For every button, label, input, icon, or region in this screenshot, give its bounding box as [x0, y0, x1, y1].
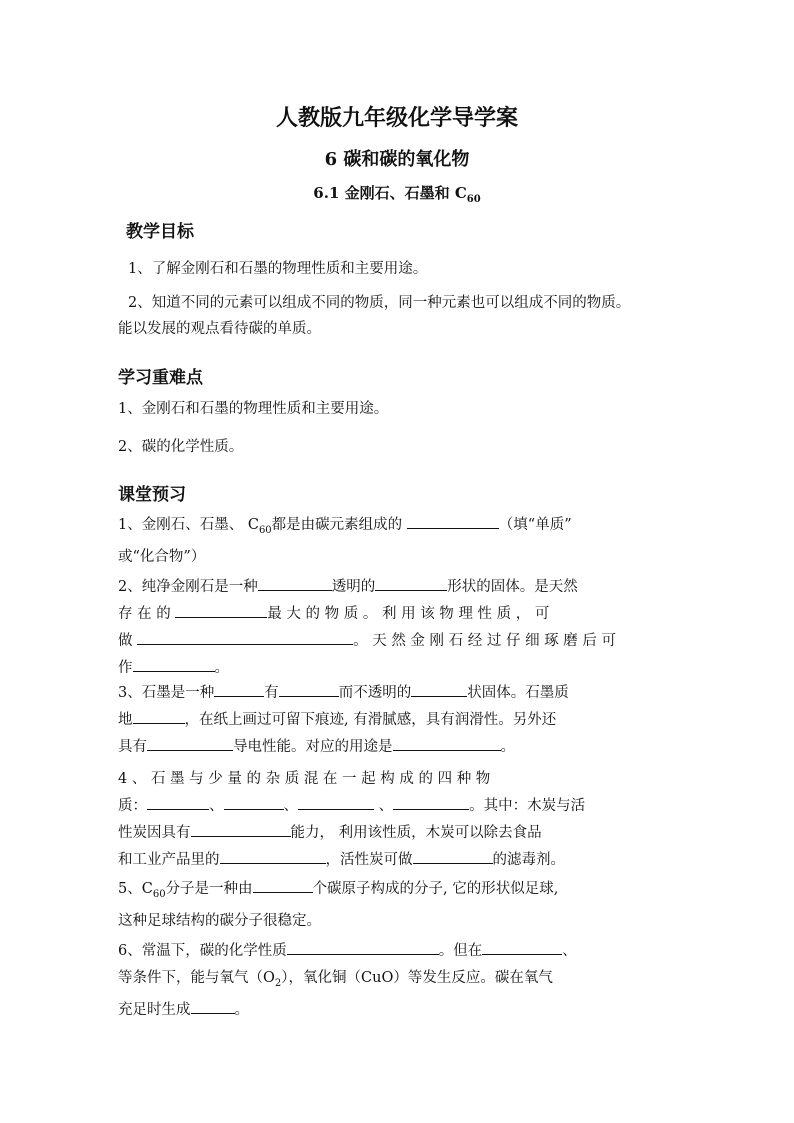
question-2-line-4 — [118, 655, 678, 682]
q1-text-a: 1、金刚石、石墨、 C — [118, 517, 259, 533]
q6-blank-3[interactable] — [191, 997, 235, 1014]
q4-text-3b: 能力， 利用该性质，木炭可以除去食品 — [290, 825, 542, 841]
question-4-line-4 — [118, 847, 678, 874]
q2-blank-2[interactable] — [375, 574, 447, 591]
q3-text-1d: 状固体。石墨质 — [467, 685, 569, 701]
goal-item-2: 2、知道不同的元素可以组成不同的物质，同一种元素也可以组成不同的物质。 — [128, 295, 631, 311]
question-6-line-1 — [118, 938, 678, 965]
q6-text-3a: 充足时生成 — [118, 1001, 191, 1018]
q4-text-2d: 、 — [374, 798, 394, 814]
question-3-line-2 — [118, 707, 678, 734]
question-3-line-3 — [118, 734, 678, 761]
q3-text-2b: ，在纸上画过可留下痕迹, 有滑腻感，具有润滑性。另外还 — [184, 712, 557, 728]
question-2-line-2 — [118, 601, 678, 628]
section-title — [0, 182, 794, 205]
q4-blank-2[interactable] — [224, 793, 284, 810]
q3-blank-5[interactable] — [147, 734, 233, 751]
q2-blank-5[interactable] — [133, 655, 215, 672]
q6-blank-2[interactable] — [482, 938, 562, 955]
q6-subscript: 2 — [274, 977, 282, 989]
section-title-text: 6.1 金刚石、石墨和 C — [313, 184, 467, 202]
q3-text-3c: 。 — [500, 739, 515, 755]
q4-blank-5[interactable] — [191, 820, 291, 837]
q3-text-2a: 地 — [118, 712, 133, 728]
q6-text-1b: 。但在 — [438, 943, 483, 959]
q4-blank-4[interactable] — [393, 793, 469, 810]
q4-blank-3[interactable] — [298, 793, 374, 810]
q3-blank-1[interactable] — [214, 680, 264, 697]
q3-blank-2[interactable] — [279, 680, 339, 697]
q4-blank-6[interactable] — [220, 847, 326, 864]
question-2-line-1 — [118, 574, 678, 601]
q2-text-4a: 作 — [118, 660, 133, 676]
goal-item-1: 1、了解金刚石和石墨的物理性质和主要用途。 — [128, 261, 428, 277]
question-6-line-2 — [118, 965, 678, 997]
keypoint-item-1: 1、金刚石和石墨的物理性质和主要用途。 — [118, 401, 389, 417]
q3-text-3b: 导电性能。对应的用途是 — [233, 739, 393, 755]
q4-text-2c: 、 — [283, 798, 298, 814]
question-6 — [118, 938, 678, 1024]
q2-text-2a: 存 在 的 — [118, 606, 176, 622]
q5-text-1a: 5、C — [118, 881, 153, 897]
preview-heading: 课堂预习 — [118, 485, 186, 505]
goals-heading: 教学目标 — [126, 222, 194, 242]
q4-text-4c: 的滤毒剂。 — [492, 852, 565, 868]
q2-text-3a: 做 — [118, 633, 138, 649]
q2-text-1c: 形状的固体。是天然 — [447, 579, 578, 595]
q2-blank-3[interactable] — [175, 601, 267, 618]
q4-text-2e: 。其中：木炭与活 — [469, 798, 586, 814]
question-3 — [118, 680, 678, 761]
q4-blank-7[interactable] — [413, 847, 493, 864]
question-5 — [118, 876, 678, 935]
q4-text-2b: 、 — [209, 798, 224, 814]
document-title: 人教版九年级化学导学案 — [275, 105, 518, 131]
question-4-line-2 — [118, 793, 678, 820]
q2-text-2b: 最 大 的 物 质 。 利 用 该 物 理 性 质 ， 可 — [267, 606, 550, 622]
q3-blank-4[interactable] — [133, 707, 185, 724]
question-1 — [118, 512, 678, 571]
q4-text-3a: 性炭因具有 — [118, 825, 191, 841]
question-2 — [118, 574, 678, 682]
chapter-title: 6 碳和碳的氧化物 — [324, 149, 470, 170]
q1-text-c: （填“单质” — [498, 517, 572, 533]
q6-blank-1[interactable] — [287, 938, 439, 955]
question-2-line-3 — [118, 628, 678, 655]
question-4-line-1: 4 、 石 墨 与 少 量 的 杂 质 混 在 一 起 构 成 的 四 种 物 — [118, 771, 491, 787]
q6-text-1c: 、 — [562, 943, 577, 959]
question-4 — [118, 766, 678, 874]
q4-text-4b: ，活性炭可做 — [325, 852, 413, 868]
q2-text-1a: 2、纯净金刚石是一种 — [118, 579, 258, 595]
q2-blank-1[interactable] — [258, 574, 332, 591]
q2-text-4b: 。 — [214, 660, 229, 676]
question-4-line-3 — [118, 820, 678, 847]
q6-text-2a: 等条件下，能与氧气（O — [118, 970, 275, 986]
q4-text-2a: 质： — [118, 798, 147, 814]
q6-text-3b: 。 — [234, 1001, 249, 1018]
q6-text-2b: ），氧化铜（CuO）等发生反应。碳在氧气 — [281, 970, 553, 986]
question-5-line-1 — [118, 876, 678, 908]
q5-text-1c: 个碳原子构成的分子, 它的形状似足球, — [312, 881, 559, 897]
q1-blank[interactable] — [407, 512, 499, 529]
q1-subscript: 60 — [258, 524, 272, 536]
keypoints-heading: 学习重难点 — [118, 368, 203, 388]
question-1-line-1 — [118, 512, 678, 544]
q3-blank-6[interactable] — [393, 734, 501, 751]
question-5-line-2: 这种足球结构的碳分子很稳定。 — [118, 912, 321, 929]
section-title-subscript: 60 — [466, 194, 481, 205]
question-3-line-1 — [118, 680, 678, 707]
q2-blank-4[interactable] — [137, 628, 353, 645]
q5-text-1b: 分子是一种由 — [165, 881, 253, 897]
q1-text-b: 都是由碳元素组成的 — [271, 517, 407, 533]
q5-subscript: 60 — [152, 888, 166, 900]
q2-text-3b: 。 天 然 金 刚 石 经 过 仔 细 琢 磨 后 可 — [353, 633, 617, 649]
q2-text-1b: 透明的 — [331, 579, 376, 595]
q3-text-1a: 3、石墨是一种 — [118, 685, 215, 701]
q3-text-1b: 有 — [264, 685, 279, 701]
q3-text-1c: 而不透明的 — [338, 685, 412, 701]
q5-blank-1[interactable] — [253, 876, 313, 893]
question-6-line-3 — [118, 997, 678, 1024]
q4-blank-1[interactable] — [147, 793, 209, 810]
q3-blank-3[interactable] — [411, 680, 467, 697]
keypoint-item-2: 2、碳的化学性质。 — [118, 439, 244, 455]
q4-text-4a: 和工业产品里的 — [118, 852, 220, 868]
q3-text-3a: 具有 — [118, 739, 147, 755]
question-1-line-2: 或“化合物”） — [118, 548, 206, 565]
q6-text-1a: 6、常温下，碳的化学性质 — [118, 943, 287, 959]
goal-item-2-cont: 能以发展的观点看待碳的单质。 — [118, 321, 321, 337]
